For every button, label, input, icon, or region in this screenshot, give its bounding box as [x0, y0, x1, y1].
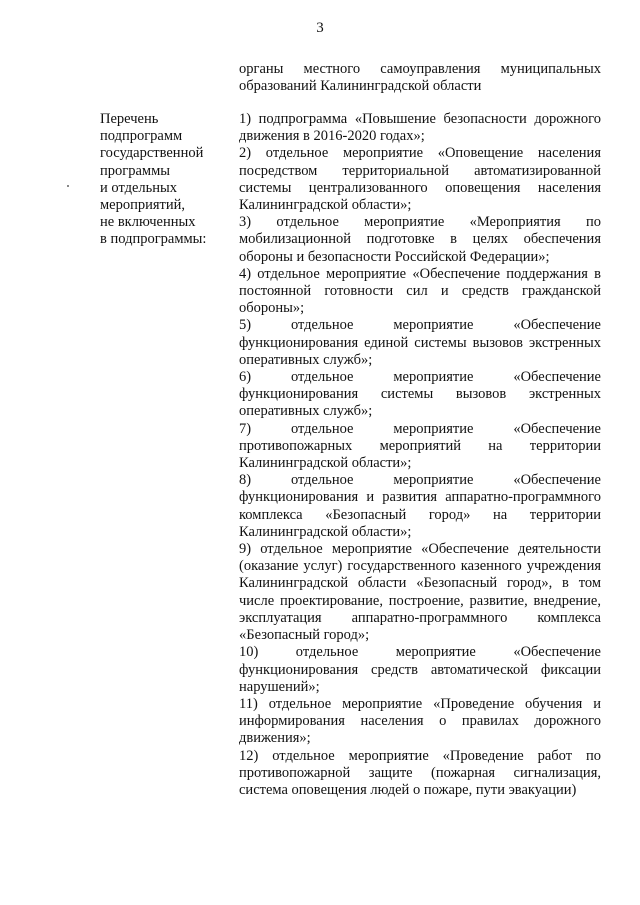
section-label [100, 111, 230, 249]
section-label-line: в подпрограммы: [100, 231, 207, 248]
list-item: 11) отдельное мероприятие «Проведение обучения и информирования населения о правилах дорожного движения»; [239, 695, 601, 747]
program-list [239, 111, 601, 799]
list-item: 8) отдельное мероприятие «Обеспечение функционирования и развития аппаратно-программного комплекса «Безопасный город» на территории Калининградской области»; [239, 472, 601, 540]
list-item: 4) отдельное мероприятие «Обеспечение поддержания в постоянной готовности сил и средств гражданской обороны»; [239, 265, 601, 317]
scan-dot [67, 185, 69, 187]
section-label-line: мероприятий, [100, 197, 186, 214]
section-label-line: Перечень [100, 111, 159, 127]
list-item: 5) отдельное мероприятие «Обеспечение функционирования единой системы вызовов экстренных оперативных служб»; [239, 317, 601, 368]
section-label-line: подпрограмм [100, 128, 183, 145]
section-label-line: государственной [100, 145, 204, 162]
section-label-line: программы [100, 162, 170, 179]
list-item: 1) подпрограмма «Повышение безопасности дорожного движения в 2016-2020 годах»; [239, 111, 601, 145]
list-item: 6) отдельное мероприятие «Обеспечение функционирования системы вызовов экстренных оперативных служб»; [239, 369, 601, 420]
page-number: 3 [316, 20, 324, 36]
list-item: 2) отдельное мероприятие «Оповещение населения посредством территориальной автоматизированной системы централизованного оповещения населения Калининградской области»; [239, 145, 601, 214]
list-item: 10) отдельное мероприятие «Обеспечение функционирования средств автоматической фиксации нарушений»; [239, 644, 601, 695]
section-label-line: не включенных [100, 214, 196, 231]
list-item: 3) отдельное мероприятие «Мероприятия по мобилизационной подготовке в целях обеспечения обороны и безопасности Российской Федерации»; [239, 214, 601, 265]
list-item: 12) отдельное мероприятие «Проведение работ по противопожарной защите (пожарная сигнализация, система оповещения людей о пожаре, пути эвакуации) [239, 747, 601, 798]
section-label-line: и отдельных [100, 179, 178, 196]
list-item: 9) отдельное мероприятие «Обеспечение деятельности (оказание услуг) государственного казенного учреждения Калининградской области «Безопасный город», в том числе проектирование, построение, развитие, внедрение, эксплуатация аппаратно-программного комплекса «Безопасный город»; [239, 541, 601, 644]
list-item: 7) отдельное мероприятие «Обеспечение противопожарных мероприятий на территории Калининградской области»; [239, 420, 601, 472]
intro-paragraph: органы местного самоуправления муниципальных образований Калининградской области [239, 61, 601, 95]
